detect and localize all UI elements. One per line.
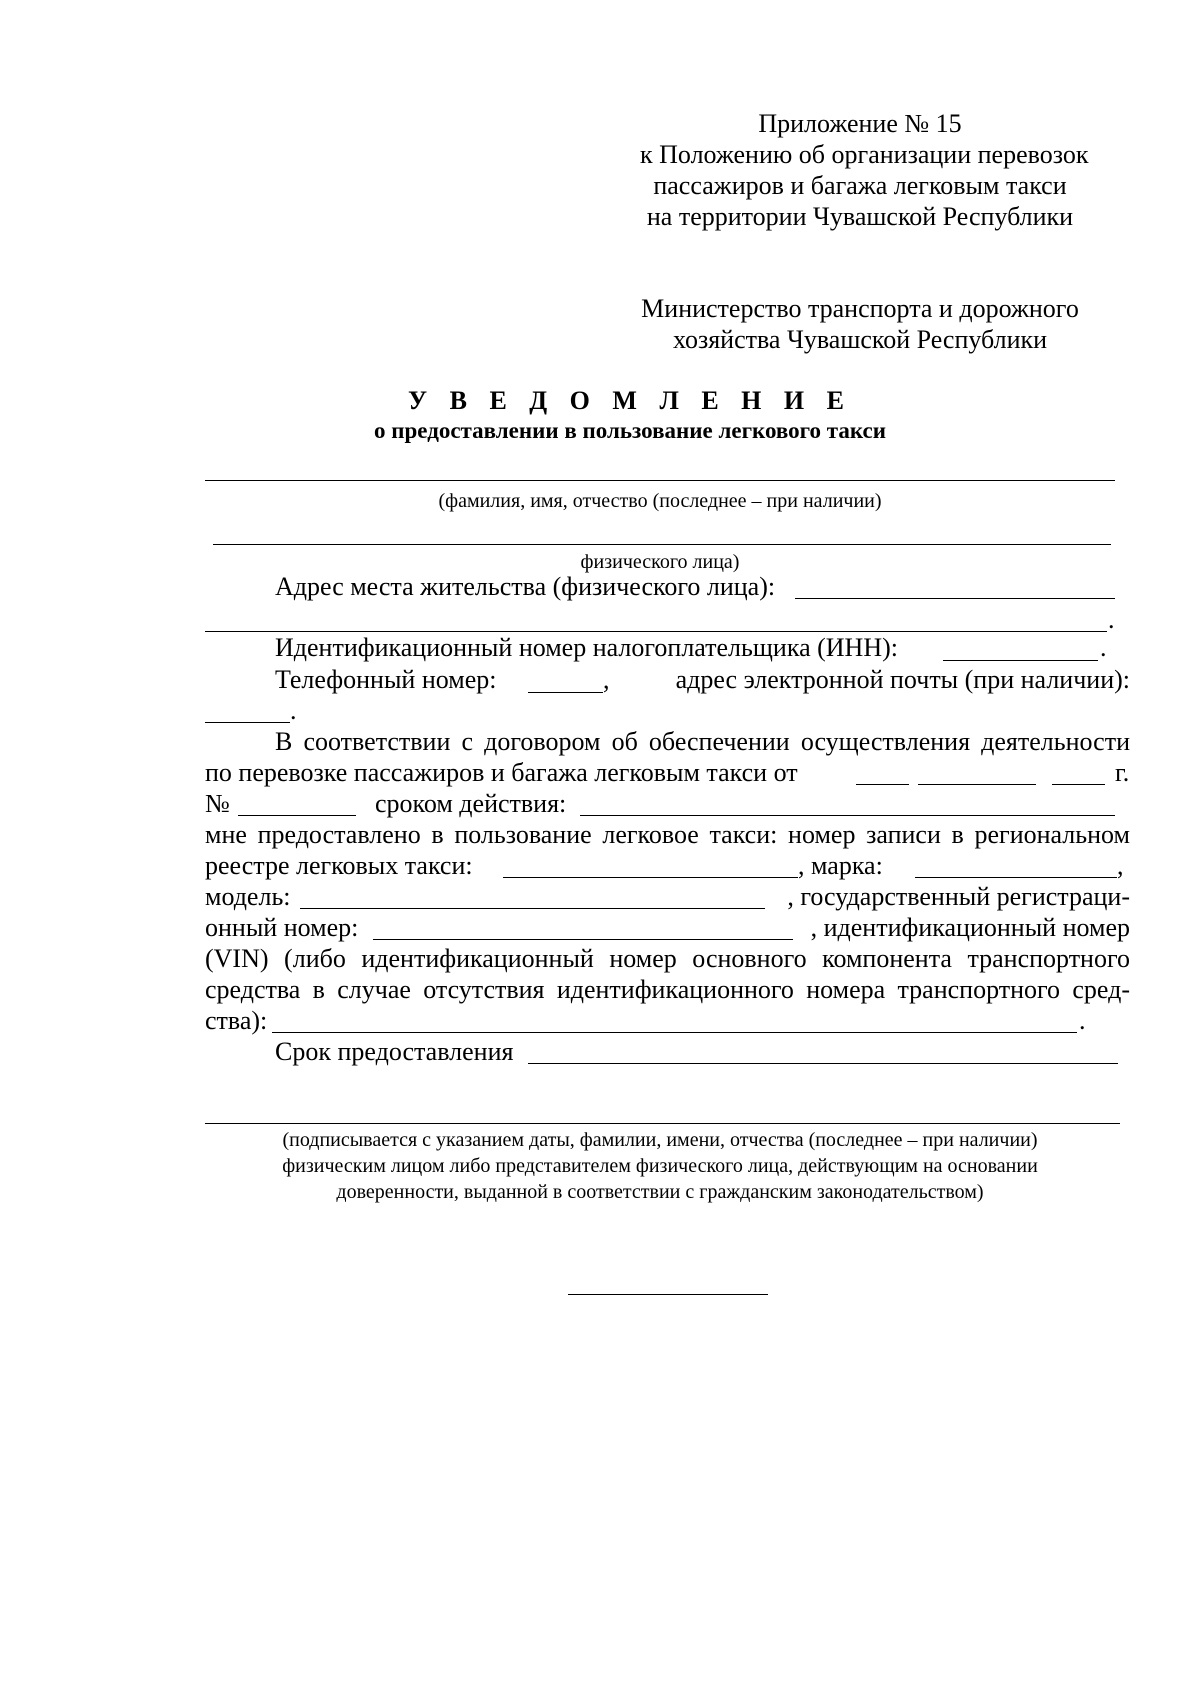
vin-field[interactable]: [272, 1032, 1077, 1033]
vin-label-end: ства):: [205, 1006, 268, 1035]
contract-number-sign: №: [205, 789, 230, 818]
contract-number-field[interactable]: [238, 815, 356, 816]
appendix-reference: к Положению об организации перевозок: [640, 140, 1089, 169]
brand-field[interactable]: [915, 877, 1117, 878]
signature-caption-2: физическим лицом либо представителем физического лица, действующим на основании: [282, 1155, 1038, 1177]
term-field[interactable]: [528, 1063, 1118, 1064]
regnum-label-2: онный номер:: [205, 913, 359, 942]
vin-label-1: , идентификационный номер: [810, 913, 1130, 942]
contract-line-4: [205, 819, 1130, 850]
address-label: Адрес места жительства (физического лица):: [275, 572, 776, 601]
regnum-field[interactable]: [373, 939, 793, 940]
regnum-label-1: , государственный регистраци-: [787, 882, 1130, 911]
address-period: .: [1108, 605, 1115, 634]
signature-line[interactable]: [205, 1123, 1120, 1124]
registry-number-field[interactable]: [503, 877, 798, 878]
address-field[interactable]: [795, 598, 1115, 599]
contract-term-field[interactable]: [580, 815, 1115, 816]
signature-caption-3: доверенности, выданной в соответствии с гражданским законодательством): [336, 1181, 984, 1203]
vin-line-3-text: средства в случае отсутствия идентификационного номера транспортного сред-: [205, 975, 1130, 1004]
vin-line-2: [205, 943, 1130, 974]
vin-line-2-text: (VIN) (либо идентификационный номер основного компонента транспортного: [205, 944, 1130, 973]
contract-day-field[interactable]: [856, 784, 909, 785]
email-period: .: [290, 696, 297, 725]
contract-line-2-text: по перевозке пассажиров и багажа легковым такси от: [205, 758, 798, 787]
fio-line-2[interactable]: [213, 544, 1111, 545]
brand-comma: ,: [1117, 851, 1124, 880]
document-title: У В Е Д О М Л Е Н И Е: [408, 386, 852, 415]
phone-label: Телефонный номер:: [275, 665, 497, 694]
inn-field[interactable]: [943, 660, 1098, 661]
contract-year-suffix: г.: [1115, 758, 1130, 787]
model-label: модель:: [205, 882, 291, 911]
document-subtitle: о предоставлении в пользование легкового такси: [374, 418, 886, 443]
fio-caption-1: (фамилия, имя, отчество (последнее – при наличии): [438, 490, 882, 512]
recipient-line-2: хозяйства Чувашской Республики: [672, 325, 1048, 354]
phone-field[interactable]: [528, 692, 603, 693]
signature-caption-1: (подписывается с указанием даты, фамилии, имени, отчества (последнее – при наличии): [282, 1129, 1038, 1151]
closing-divider: [568, 1294, 768, 1295]
appendix-reference-3: на территории Чувашской Республики: [646, 202, 1074, 231]
contract-term-label: сроком действия:: [375, 789, 567, 818]
inn-label: Идентификационный номер налогоплательщика (ИНН):: [275, 633, 898, 662]
contract-year-field[interactable]: [1052, 784, 1105, 785]
contract-line-4-text: мне предоставлено в пользование легковое такси: номер записи в региональном: [205, 820, 1130, 849]
vin-line-3: [205, 974, 1130, 1005]
contract-month-field[interactable]: [918, 784, 1036, 785]
recipient-line-1: Министерство транспорта и дорожного: [641, 294, 1079, 323]
contract-line-1-text: В соответствии с договором об обеспечении осуществления деятельности: [275, 727, 1130, 756]
phone-comma: ,: [603, 665, 610, 694]
appendix-number: Приложение № 15: [758, 109, 962, 138]
brand-label: , марка:: [798, 851, 883, 880]
appendix-reference-2: пассажиров и багажа легковым такси: [653, 171, 1067, 200]
contract-line-1: [275, 726, 1130, 757]
email-field[interactable]: [205, 722, 290, 723]
registry-label: реестре легковых такси:: [205, 851, 473, 880]
email-label: адрес электронной почты (при наличии):: [675, 665, 1130, 694]
inn-period: .: [1100, 633, 1107, 662]
fio-caption-2: физического лица): [580, 551, 740, 573]
term-label: Срок предоставления: [275, 1037, 514, 1066]
fio-line-1[interactable]: [205, 480, 1115, 481]
model-field[interactable]: [300, 908, 765, 909]
vin-period: .: [1079, 1006, 1086, 1035]
